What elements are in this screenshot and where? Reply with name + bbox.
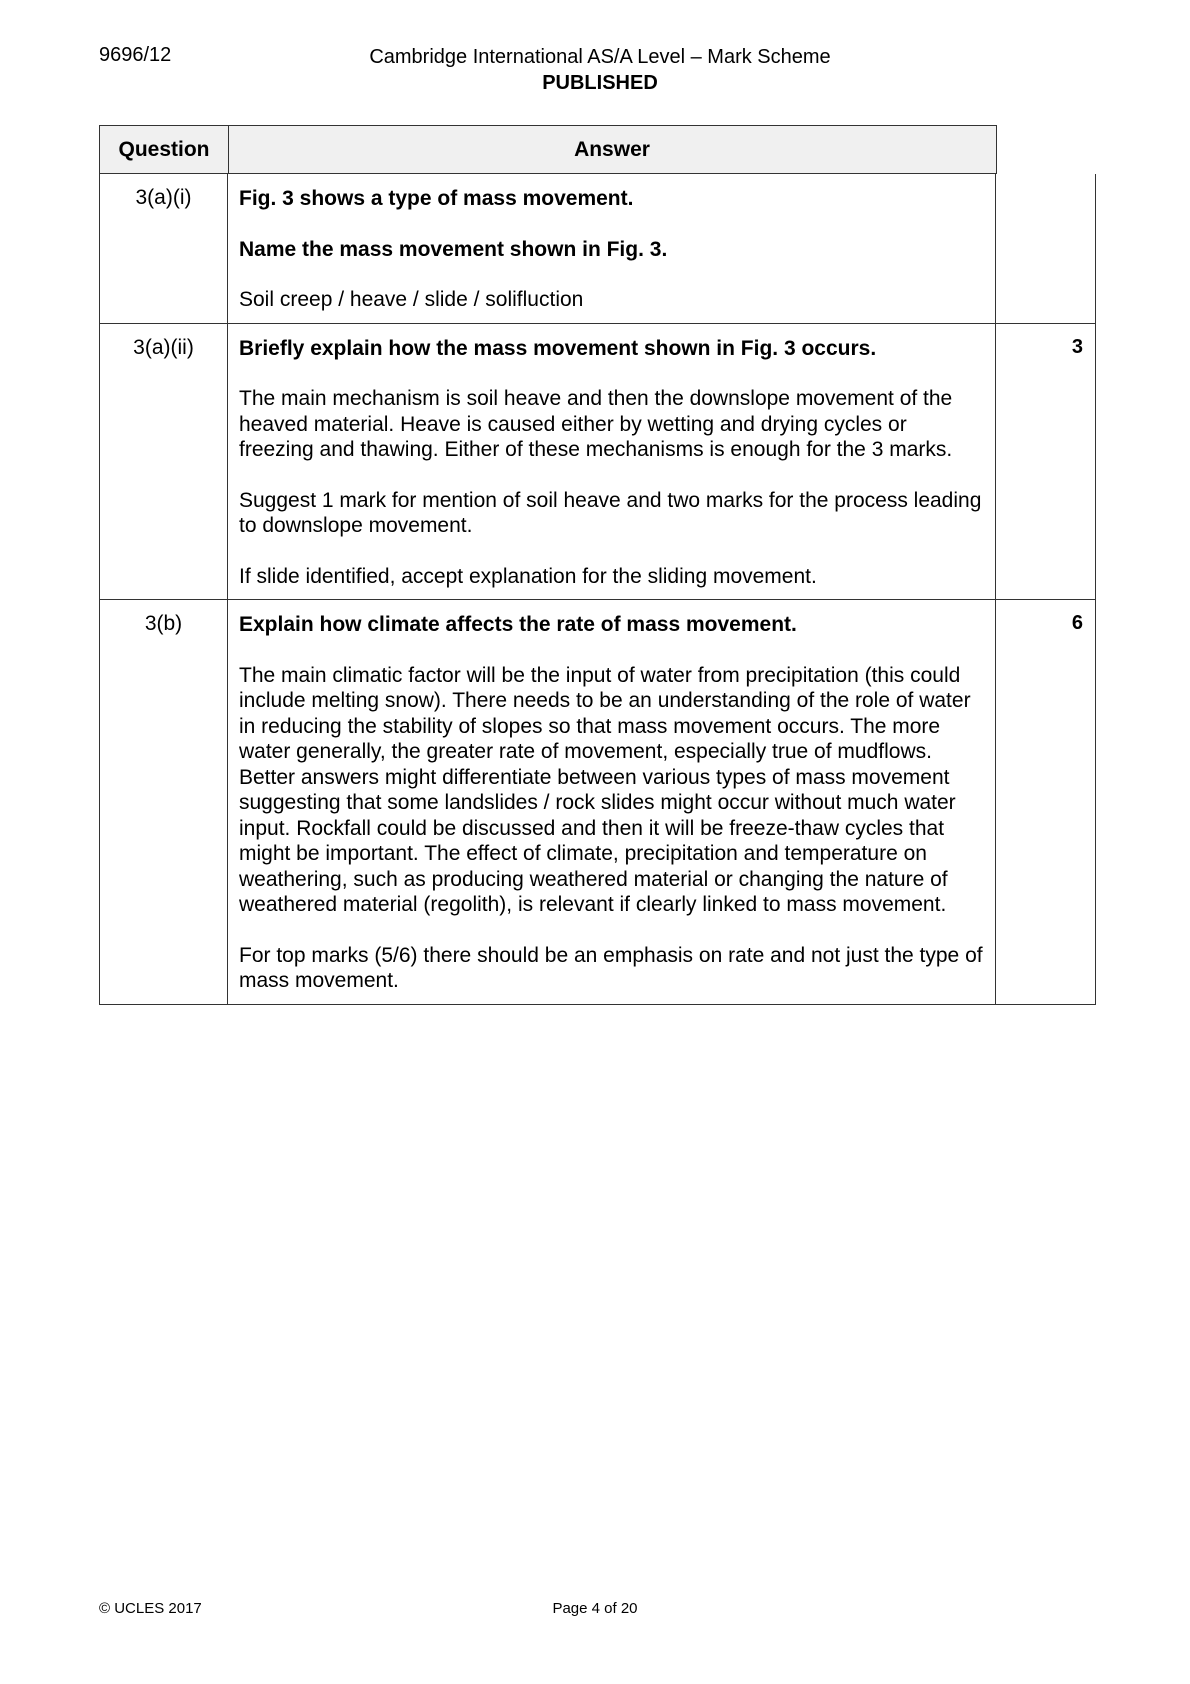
- question-prompt: Briefly explain how the mass movement shown in Fig. 3 occurs.: [239, 336, 877, 360]
- table-row: [99, 600, 1096, 1005]
- question-number: 3(b): [100, 600, 228, 1004]
- question-prompt: Fig. 3 shows a type of mass movement.: [239, 187, 634, 210]
- answer-cell: [228, 174, 995, 323]
- page-number: Page 4 of 20: [552, 1600, 638, 1617]
- question-prompt: Explain how climate affects the rate of mass movement.: [239, 613, 797, 636]
- table-header: [99, 125, 997, 174]
- table-row: [99, 324, 1096, 601]
- answer-column-header: Answer: [574, 138, 650, 161]
- published-label: PUBLISHED: [542, 72, 658, 94]
- document-code: 9696/12: [99, 44, 172, 66]
- copyright: © UCLES 2017: [99, 1600, 202, 1617]
- answer-cell: [228, 600, 995, 1004]
- marks-cell: 3: [995, 324, 1095, 600]
- document-title: Cambridge International AS/A Level – Mark Scheme: [369, 46, 831, 68]
- answer-text: Suggest 1 mark for mention of soil heave and two marks for the process leading to downslope movement.: [239, 488, 982, 537]
- table-row: [99, 174, 1096, 324]
- document-header: [300, 44, 900, 96]
- answer-text: The main climatic factor will be the input of water from precipitation (this could include melting snow). There needs to be an understanding of the role of water in reducing the stability of slopes so that mass movement occurs. The more water generally, the greater rate of movement, especially true of mudflows. Better answers might differentiate between various types of mass movement suggesting that some landslides / rock slides might occur without much water input. Rockfall could be discussed and then it will be freeze-thaw cycles that might be important. The effect of climate, precipitation and temperature on weathering, such as producing weathered material or changing the nature of weathered material (regolith), is relevant if clearly linked to mass movement.: [239, 663, 971, 916]
- answer-cell: [228, 324, 995, 600]
- marks-cell: 6: [995, 600, 1095, 1004]
- question-instruction: Name the mass movement shown in Fig. 3.: [239, 237, 668, 261]
- answer-text: For top marks (5/6) there should be an emphasis on rate and not just the type of mass movement.: [239, 943, 983, 992]
- question-number: 3(a)(i): [100, 174, 228, 323]
- question-number: 3(a)(ii): [100, 324, 228, 600]
- answer-text: The main mechanism is soil heave and then the downslope movement of the heaved material. Heave is caused either by wetting and drying cycles or freezing and thawing. Either of these mechanisms is enough for the 3 marks.: [239, 387, 953, 461]
- answer-text: Soil creep / heave / slide / solifluction: [239, 288, 584, 311]
- mark-scheme-table: [99, 174, 1096, 1005]
- marks-cell: [995, 174, 1095, 323]
- question-column-header: Question: [100, 126, 229, 173]
- answer-text: If slide identified, accept explanation for the sliding movement.: [239, 564, 817, 588]
